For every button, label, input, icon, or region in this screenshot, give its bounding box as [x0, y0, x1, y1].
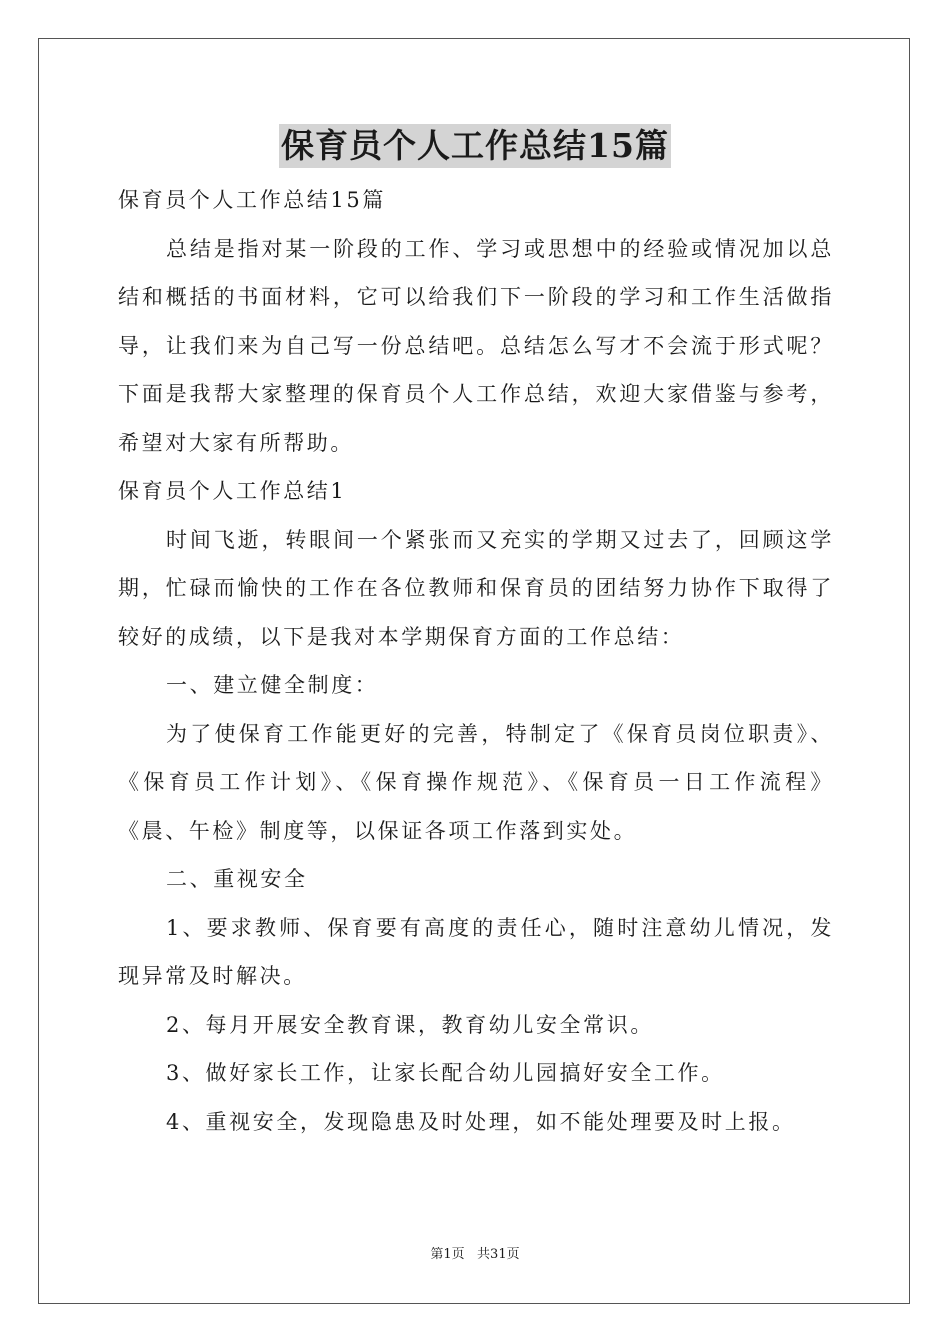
- page-number: 第1页 共31页: [430, 1247, 520, 1262]
- subheading: 二、重视安全: [166, 867, 308, 891]
- section-heading: 保育员个人工作总结1: [118, 479, 347, 503]
- page-footer: [0, 1246, 950, 1264]
- list-item: 3、做好家长工作，让家长配合幼儿园搞好安全工作。: [166, 1061, 725, 1085]
- title-container: [0, 124, 950, 168]
- list-item: 2、每月开展安全教育课，教育幼儿安全常识。: [166, 1012, 654, 1037]
- paragraph: 时间飞逝，转眼间一个紧张而又充实的学期又过去了，回顾这学期，忙碌而愉快的工作在各位教师和保育员的团结努力协作下取得了较好的成绩，以下是我对本学期保育方面的工作总结：: [118, 527, 834, 649]
- document-title: 保育员个人工作总结15篇: [279, 124, 671, 168]
- paragraph: 保育员个人工作总结15篇: [118, 188, 386, 212]
- document-body: [118, 176, 834, 1146]
- list-item: 1、要求教师、保育要有高度的责任心，随时注意幼儿情况，发现异常及时解决。: [118, 915, 834, 988]
- list-item: 4、重视安全，发现隐患及时处理，如不能处理要及时上报。: [166, 1109, 796, 1134]
- paragraph: 为了使保育工作能更好的完善，特制定了《保育员岗位职责》、《保育员工作计划》、《保育操作规范》、《保育员一日工作流程》《晨、午检》制度等，以保证各项工作落到实处。: [118, 721, 834, 843]
- subheading: 一、建立健全制度：: [166, 673, 379, 697]
- paragraph: 总结是指对某一阶段的工作、学习或思想中的经验或情况加以总结和概括的书面材料，它可以给我们下一阶段的学习和工作生活做指导，让我们来为自己写一份总结吧。总结怎么写才不会流于形式呢？下面是我帮大家整理的保育员个人工作总结，欢迎大家借鉴与参考，希望对大家有所帮助。: [118, 236, 834, 455]
